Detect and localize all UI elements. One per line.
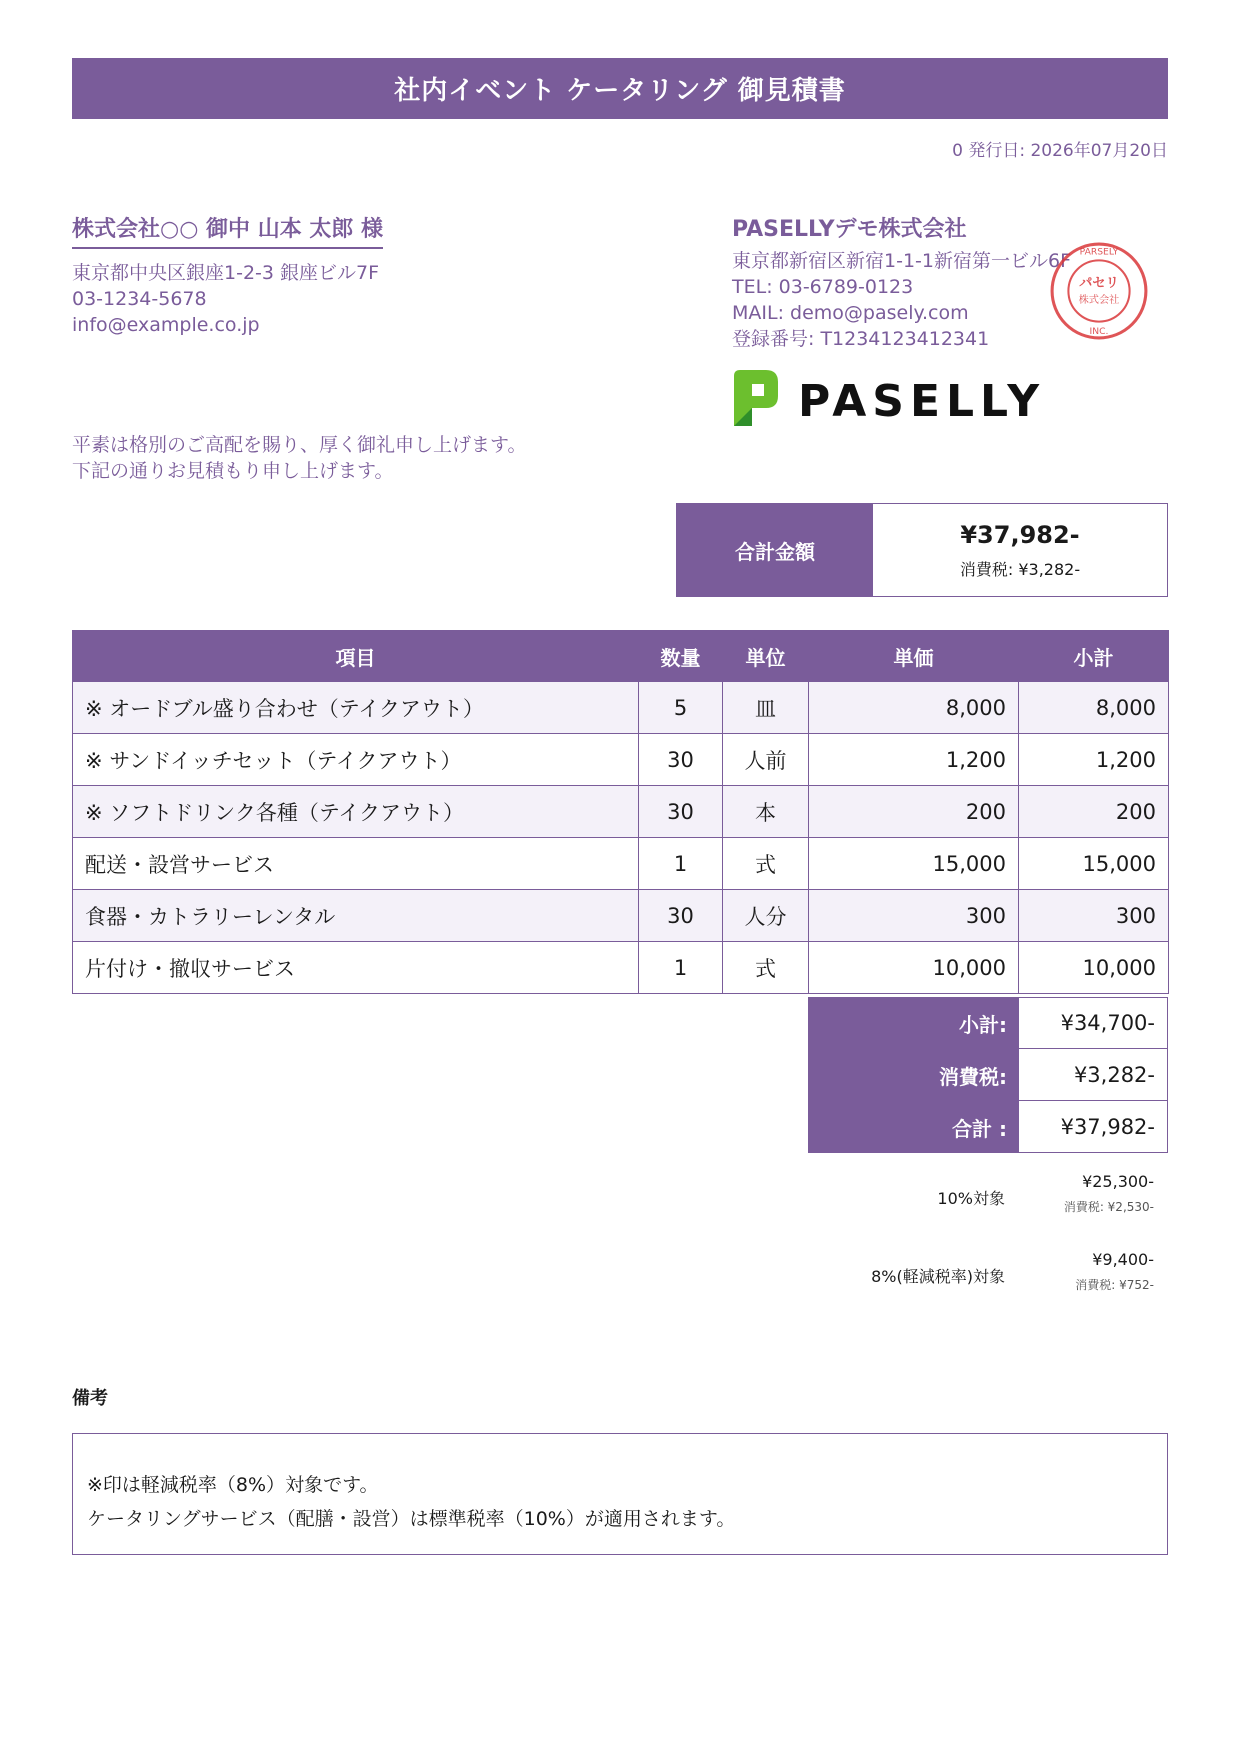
- notes-line-2: ケータリングサービス（配膳・設営）は標準税率（10%）が適用されます。: [87, 1508, 736, 1530]
- cell-unit: 式: [723, 942, 809, 994]
- header-qty: 数量: [639, 631, 723, 682]
- issue-date: 2026年07月20日: [1030, 141, 1168, 161]
- cell-price: 15,000: [809, 838, 1019, 890]
- company-seal-stamp: [1048, 240, 1150, 342]
- table-row: [73, 838, 1169, 890]
- tax-rate-name: 8%(軽減税率)対象: [871, 1267, 1005, 1286]
- notes-box: [72, 1433, 1168, 1555]
- cell-qty: 30: [639, 890, 723, 942]
- table-row: [73, 786, 1169, 838]
- svg-text:パセリ: パセリ: [1079, 275, 1119, 291]
- cell-item: 配送・設営サービス: [73, 838, 639, 890]
- company-address: 東京都新宿区新宿1-1-1新宿第一ビル6F: [732, 250, 1071, 272]
- cell-subtotal: 8,000: [1019, 682, 1169, 734]
- client-name: 株式会社○○ 御中 山本 太郎 様: [72, 212, 383, 249]
- header-unit: 単位: [723, 631, 809, 682]
- cell-qty: 1: [639, 838, 723, 890]
- line-items-table: [72, 630, 1169, 994]
- cell-qty: 30: [639, 786, 723, 838]
- summary-block: [808, 997, 1168, 1153]
- cell-item: ※ ソフトドリンク各種（テイクアウト）: [73, 786, 639, 838]
- summary-tax-label: 消費税:: [808, 1049, 1019, 1101]
- table-header-row: [73, 631, 1169, 682]
- summary-subtotal-value: ¥34,700-: [1019, 997, 1168, 1049]
- cell-qty: 5: [639, 682, 723, 734]
- cell-qty: 30: [639, 734, 723, 786]
- cell-unit: 人前: [723, 734, 809, 786]
- cell-qty: 1: [639, 942, 723, 994]
- cell-subtotal: 1,200: [1019, 734, 1169, 786]
- notes-title: 備考: [72, 1388, 108, 1409]
- cell-unit: 皿: [723, 682, 809, 734]
- summary-total-row: [808, 1101, 1168, 1153]
- svg-text:株式会社: 株式会社: [1078, 295, 1120, 307]
- company-name: PASELLYデモ株式会社: [732, 217, 967, 242]
- cell-unit: 人分: [723, 890, 809, 942]
- cell-subtotal: 300: [1019, 890, 1169, 942]
- cell-subtotal: 10,000: [1019, 942, 1169, 994]
- document-title: 社内イベント ケータリング 御見積書: [72, 58, 1168, 119]
- cell-item: 食器・カトラリーレンタル: [73, 890, 639, 942]
- greeting-line-2: 下記の通りお見積もり申し上げます。: [72, 460, 394, 482]
- cell-price: 1,200: [809, 734, 1019, 786]
- cell-subtotal: 200: [1019, 786, 1169, 838]
- greeting-line-1: 平素は格別のご高配を賜り、厚く御礼申し上げます。: [72, 434, 527, 456]
- cell-unit: 本: [723, 786, 809, 838]
- summary-tax-row: [808, 1049, 1168, 1101]
- cell-subtotal: 15,000: [1019, 838, 1169, 890]
- svg-text:PARSELY: PARSELY: [1079, 246, 1119, 258]
- logo-wordmark: PASELLY: [798, 376, 1046, 427]
- cell-item: 片付け・撤収サービス: [73, 942, 639, 994]
- cell-price: 200: [809, 786, 1019, 838]
- grand-total-tax: 消費税: ¥3,282-: [959, 559, 1081, 579]
- header-price: 単価: [809, 631, 1019, 682]
- company-logo: [730, 368, 1070, 430]
- header-item: 項目: [73, 631, 639, 682]
- client-address: 東京都中央区銀座1-2-3 銀座ビル7F: [72, 262, 380, 284]
- summary-tax-value: ¥3,282-: [1019, 1049, 1168, 1101]
- company-tel: TEL: 03-6789-0123: [732, 276, 914, 298]
- cell-item: ※ オードブル盛り合わせ（テイクアウト）: [73, 682, 639, 734]
- summary-total-label: 合計 :: [808, 1101, 1019, 1153]
- grand-total-value: [873, 504, 1167, 596]
- greeting: [72, 432, 526, 484]
- client-tel: 03-1234-5678: [72, 288, 207, 310]
- header-subtotal: 小計: [1019, 631, 1169, 682]
- client-email: info@example.co.jp: [72, 314, 260, 336]
- issue-date-label: 発行日:: [968, 141, 1026, 161]
- table-row: [73, 942, 1169, 994]
- client-info: [72, 260, 379, 338]
- tax-rate-tax: 消費税: ¥2,530-: [1063, 1200, 1154, 1214]
- summary-total-value: ¥37,982-: [1019, 1101, 1168, 1153]
- cell-price: 10,000: [809, 942, 1019, 994]
- summary-subtotal-label: 小計:: [808, 997, 1019, 1049]
- company-mail: MAIL: demo@pasely.com: [732, 302, 969, 324]
- grand-total-box: [676, 503, 1168, 597]
- cell-item: ※ サンドイッチセット（テイクアウト）: [73, 734, 639, 786]
- tax-rate-amount: ¥9,400-: [1092, 1250, 1154, 1269]
- cell-price: 300: [809, 890, 1019, 942]
- svg-text:INC.: INC.: [1089, 325, 1109, 337]
- cell-price: 8,000: [809, 682, 1019, 734]
- notes-line-1: ※印は軽減税率（8%）対象です。: [87, 1474, 379, 1496]
- grand-total-amount: ¥37,982-: [960, 520, 1080, 549]
- summary-subtotal-row: [808, 997, 1168, 1049]
- issue-line: [952, 136, 1168, 161]
- tax-rate-tax: 消費税: ¥752-: [1075, 1278, 1154, 1292]
- tax-rate-name: 10%対象: [937, 1189, 1005, 1208]
- grand-total-label: 合計金額: [677, 504, 873, 596]
- issue-number: 0: [952, 141, 963, 161]
- tax-rate-amount: ¥25,300-: [1082, 1172, 1154, 1191]
- table-row: [73, 890, 1169, 942]
- cell-unit: 式: [723, 838, 809, 890]
- table-row: [73, 682, 1169, 734]
- table-row: [73, 734, 1169, 786]
- company-registration: 登録番号: T1234123412341: [732, 328, 990, 350]
